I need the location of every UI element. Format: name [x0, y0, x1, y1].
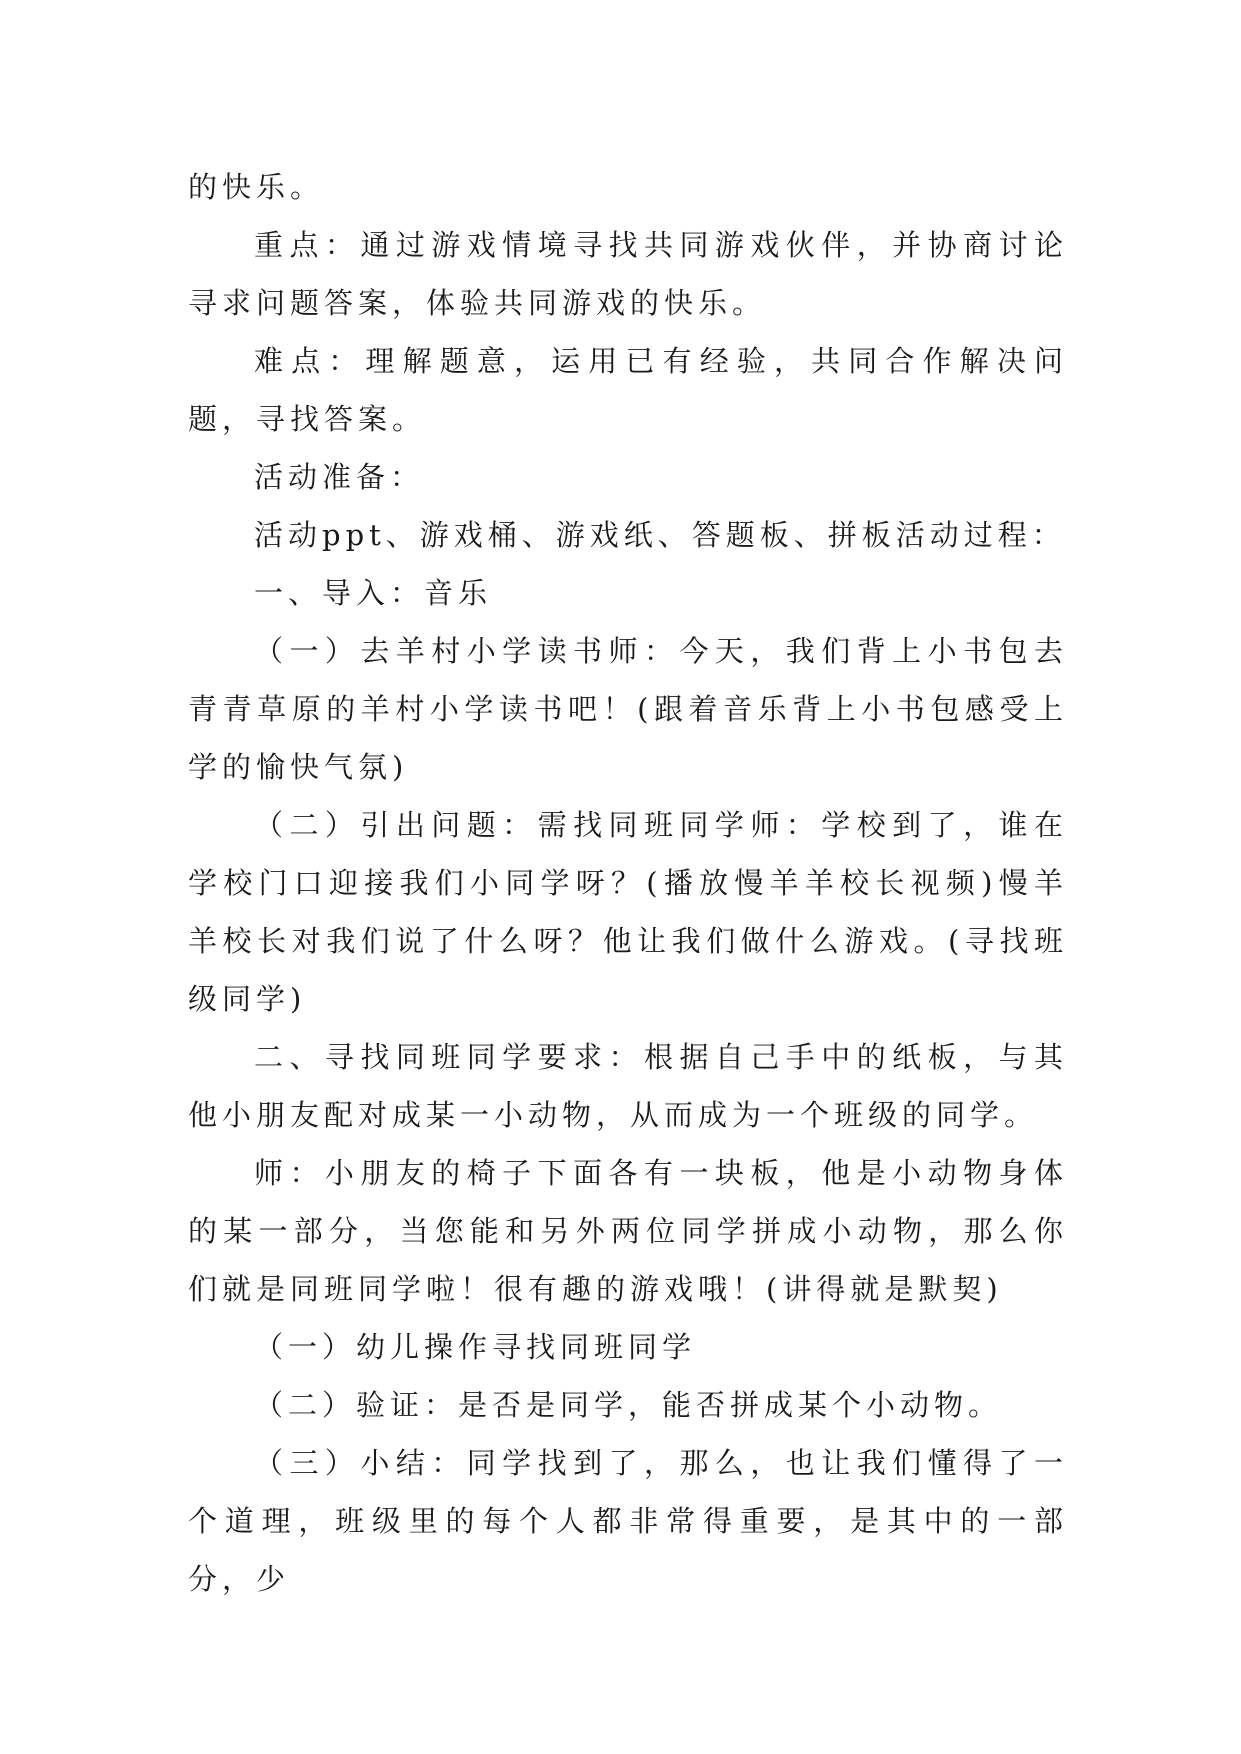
paragraph-substep-3: （三）小结：同学找到了，那么，也让我们懂得了一个道理，班级里的每个人都非常得重要，是其中的一部分，少: [188, 1446, 1068, 1596]
paragraph-substep-1: （一）幼儿操作寻找同班同学: [254, 1330, 697, 1364]
paragraph-step-1: （一）去羊村小学读书师：今天，我们背上小书包去青青草原的羊村小学读书吧！(跟着音乐背上小书包感受上学的愉快气氛): [188, 634, 1068, 784]
paragraph-materials: 活动ppt、游戏桶、游戏纸、答题板、拼板活动过程：: [254, 518, 1066, 552]
paragraph-substep-2: （二）验证：是否是同学，能否拼成某个小动物。: [254, 1388, 1003, 1422]
section-heading-intro: 一、导入：音乐: [254, 576, 493, 610]
paragraph-difficulty: 难点：理解题意，运用已有经验，共同合作解决问题，寻找答案。: [188, 344, 1068, 436]
body-text: [188, 158, 1068, 1608]
section-heading-find-classmates: 二、寻找同班同学要求：根据自己手中的纸板，与其他小朋友配对成某一小动物，从而成为一个班级的同学。: [188, 1040, 1068, 1132]
paragraph-continuation: 的快乐。: [188, 170, 325, 204]
paragraph-step-2: （二）引出问题：需找同班同学师：学校到了，谁在学校门口迎接我们小同学呀？(播放慢羊羊校长视频)慢羊羊校长对我们说了什么呀？他让我们做什么游戏。(寻找班级同学): [188, 808, 1068, 1016]
paragraph-preparation-heading: 活动准备：: [254, 460, 425, 494]
paragraph-key-point: 重点：通过游戏情境寻找共同游戏伙伴，并协商讨论寻求问题答案，体验共同游戏的快乐。: [188, 228, 1068, 320]
paragraph-teacher-instructions: 师：小朋友的椅子下面各有一块板，他是小动物身体的某一部分，当您能和另外两位同学拼成小动物，那么你们就是同班同学啦！很有趣的游戏哦！(讲得就是默契): [188, 1156, 1068, 1306]
